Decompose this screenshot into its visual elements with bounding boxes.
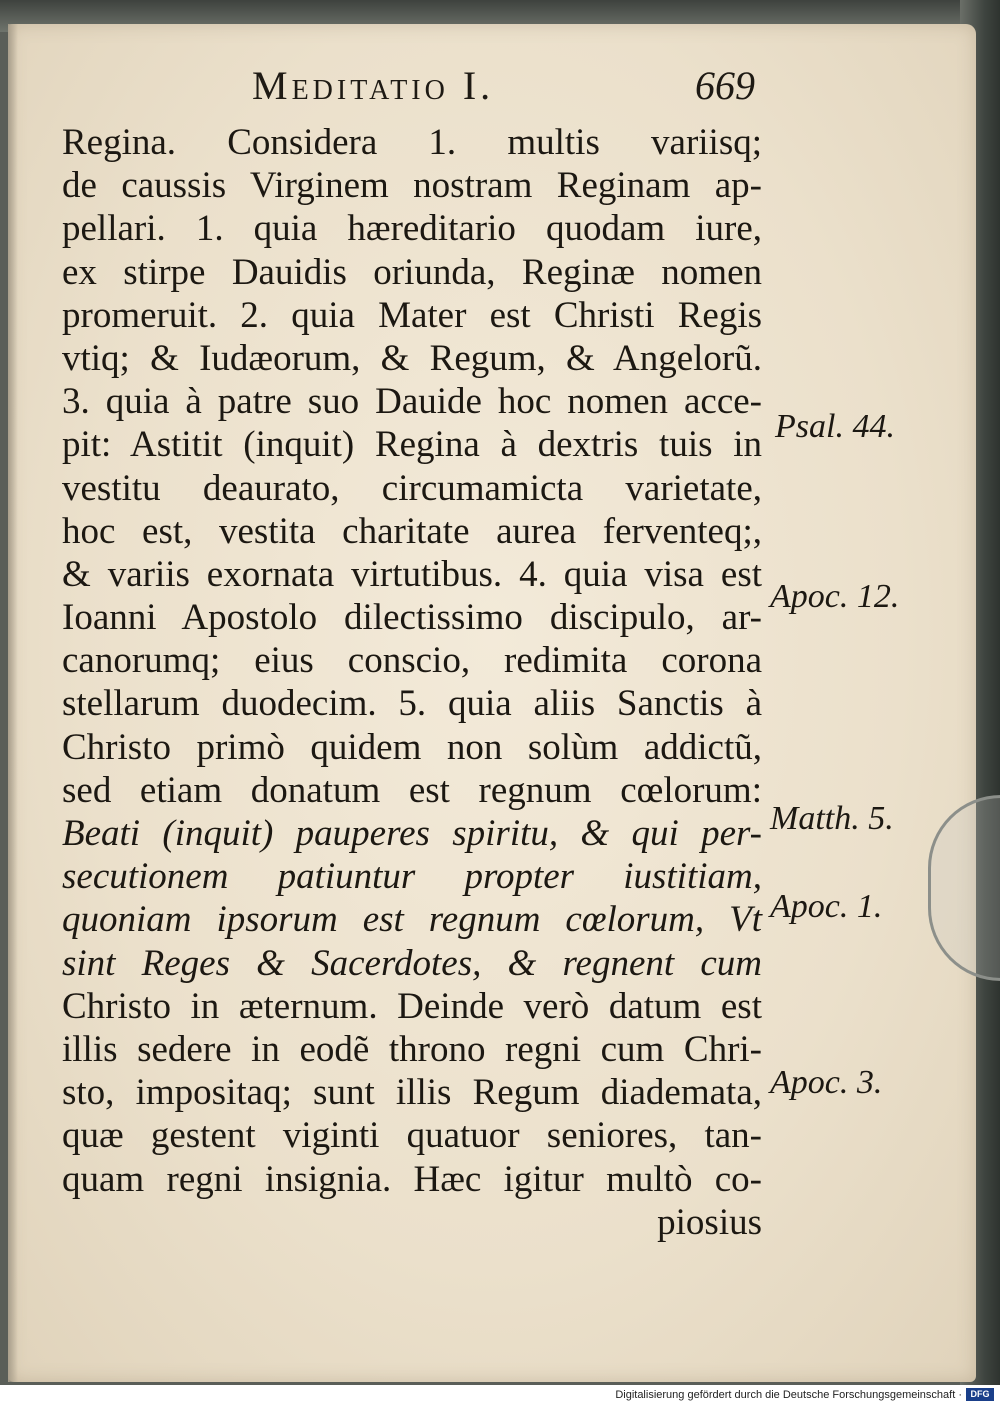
text-line: promeruit. 2. quia Mater est Christi Regis [62, 294, 762, 336]
catchword: piosius [657, 1201, 762, 1243]
text-line: pit: Astitit (inquit) Regina à dextris tuis in [62, 424, 762, 466]
text-line: Christo primò quidem non solùm addictũ, [62, 726, 762, 768]
margin-note-apoc-1: Apoc. 1. [770, 888, 883, 925]
text-line: Regina. Considera 1. multis variisq; [62, 122, 762, 163]
footer-bar [0, 1385, 1000, 1405]
text-line: vestitu deaurato, circumamicta varietate, [62, 467, 762, 509]
text-line-italic: sint Reges & Sacerdotes, & regnent cum [62, 942, 762, 984]
text-line: hoc est, vestita charitate aurea ferventeq;, [62, 510, 762, 552]
running-head: Meditatio I. [252, 63, 495, 108]
text-line: stellarum duodecim. 5. quia aliis Sanctis à [62, 683, 762, 725]
body-text [62, 121, 762, 1244]
text-line: & variis exornata virtutibus. 4. quia visa est [62, 553, 762, 595]
margin-note-apoc-12: Apoc. 12. [770, 578, 900, 615]
text-line: sto, impositaq; sunt illis Regum diademata, [62, 1072, 762, 1114]
text-line: ex stirpe Dauidis oriunda, Reginæ nomen [62, 251, 762, 293]
text-line-italic: Beati (inquit) pauperes spiritu, & qui per- [62, 813, 762, 854]
text-line: Ioanni Apostolo dilectissimo discipulo, ar- [62, 597, 762, 639]
text-line: sed etiam donatum est regnum cœlorum: [62, 769, 762, 811]
margin-note-apoc-3: Apoc. 3. [770, 1064, 883, 1101]
text-line: Christo in æternum. Deinde verò datum est [62, 985, 762, 1027]
text-line-italic: quoniam ipsorum est regnum cœlorum, Vt [62, 899, 762, 941]
text-line: vtiq; & Iudæorum, & Regum, & Angelorũ. [62, 337, 762, 379]
margin-note-psal: Psal. 44. [775, 408, 895, 445]
page-number: 669 [695, 63, 755, 108]
text-line: quam regni insignia. Hæc igitur multò co- [62, 1158, 762, 1200]
text-line: canorumq; eius conscio, redimita corona [62, 640, 762, 682]
text-line-italic: secutionem patiuntur propter iustitiam, [62, 856, 762, 898]
text-line: de caussis Virginem nostram Reginam ap- [62, 165, 762, 207]
margin-note-matth: Matth. 5. [770, 800, 894, 837]
text-line: quæ gestent viginti quatuor seniores, tan- [62, 1115, 762, 1157]
dfg-logo: DFG [966, 1388, 994, 1401]
text-line: 3. quia à patre suo Dauide hoc nomen acce- [62, 381, 762, 423]
text-line: illis sedere in eodẽ throno regni cum Chri- [62, 1028, 762, 1070]
text-line: pellari. 1. quia hæreditario quodam iure, [62, 208, 762, 250]
page-gutter-shadow [8, 24, 18, 1382]
funding-credit: Digitalisierung gefördert durch die Deutsche Forschungsgemeinschaft · [615, 1389, 962, 1401]
